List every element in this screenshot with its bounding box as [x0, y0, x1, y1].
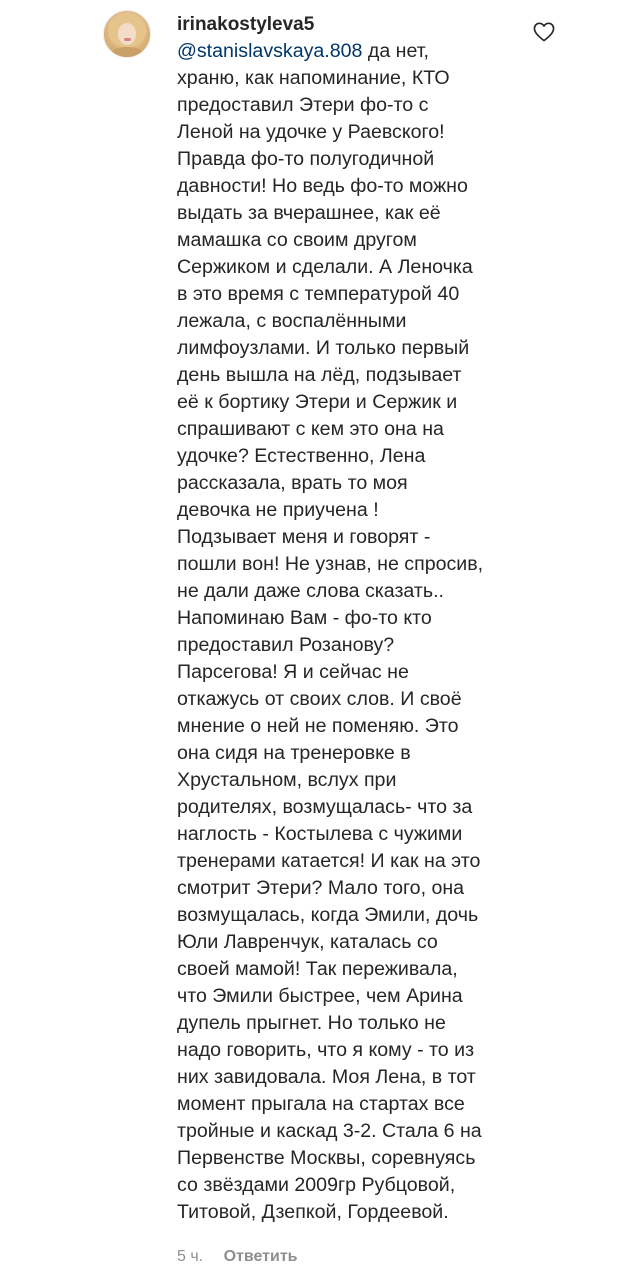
- avatar-lips: [124, 38, 131, 41]
- comment-text: да нет, храню, как напоминание, КТО предоставил Этери фо-то с Леной на удочке у Раевского! Правда фо-то полугодичной давности! Но ведь фо-то можно выдать за вчерашнее, как её мамашка со своим другом Сержиком и сделали. А Леночка в это время с температурой 40 лежала, с воспалёнными лимфоузлами. И только первый день вышла на лёд, подзывает её к бортику Этери и Сержик и спрашивают с кем это она на удочке? Естественно, Лена рассказала, врать то моя девочка не приучена ! Подзывает меня и говорят - пошли вон! Не узнав, не спросив, не дали даже слова сказать.. Напоминаю Вам - фо-то кто предоставил Розанову? Парсегова! Я и сейчас не откажусь от своих слов. И своё мнение о ней не поменяю. Это она сидя на тренеровке в Хрустальном, вслух при родителях, возмущалась- что за наглость - Костылева с чужими тренерами катается! И как на это смотрит Этери? Мало того, она возмущалась, когда Эмили, дочь Юли Лавренчук, каталась со своей мамой! Так переживала, что Эмили быстрее, чем Арина дупель прыгнет. Но только не надо говорить, что я кому - то из них завидовала. Моя Лена, в тот момент прыгала на стартах все тройные и каскад 3-2. Стала 6 на Первенстве Москвы, соревнуясь со звёздами 2009гр Рубцовой, Титовой, Дзепкой, Гордеевой.: [177, 40, 484, 1223]
- comment-timestamp: 5 ч.: [177, 1248, 204, 1265]
- comment-username[interactable]: irinakostyleva5: [177, 14, 315, 35]
- comment-mention[interactable]: @stanislavskaya.808: [177, 40, 363, 62]
- avatar-face: [118, 23, 136, 45]
- comment-meta: [177, 1245, 298, 1269]
- heart-outline-icon[interactable]: [533, 22, 555, 42]
- user-avatar[interactable]: [103, 10, 151, 58]
- comment-content: [177, 12, 517, 1226]
- reply-button[interactable]: Ответить: [223, 1248, 298, 1265]
- comment-body: [177, 38, 517, 1226]
- avatar-shoulders: [110, 47, 144, 58]
